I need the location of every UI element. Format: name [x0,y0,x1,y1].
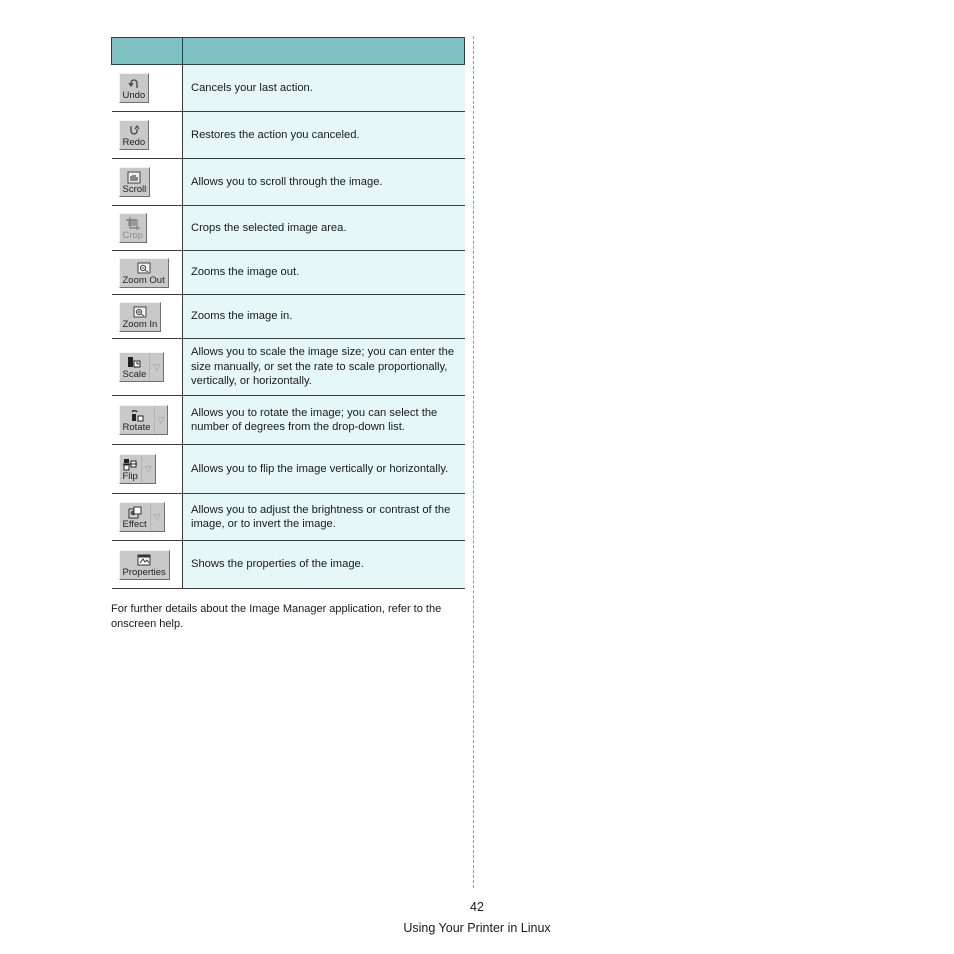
button-cell [112,159,183,206]
description-cell: Allows you to rotate the image; you can select the number of degrees from the drop-down list. [183,396,465,445]
description-cell: Zooms the image out. [183,251,465,295]
description-cell: Cancels your last action. [183,65,465,112]
description-cell: Allows you to scale the image size; you can enter the size manually, or set the rate to scale proportionally, vertically, or horizontally. [183,339,465,396]
description-cell: Zooms the image in. [183,295,465,339]
button-cell [112,445,183,494]
effect-icon [128,506,142,519]
redo-button[interactable] [119,120,150,150]
page-footer-title: Using Your Printer in Linux [403,921,551,935]
table-header-description [183,38,465,65]
flip-icon [123,458,137,471]
table-row [112,251,465,295]
button-cell [112,112,183,159]
button-label: Zoom Out [122,274,165,286]
description-cell: Restores the action you canceled. [183,112,465,159]
button-cell [112,339,183,396]
table-row [112,396,465,445]
description-cell: Shows the properties of the image. [183,541,465,589]
button-cell [112,251,183,295]
flip-button[interactable] [119,454,156,484]
button-label: Redo [122,137,146,148]
undo-button[interactable] [119,73,150,103]
button-face [120,259,168,287]
redo-icon [127,124,141,137]
description-cell: Allows you to scroll through the image. [183,159,465,206]
button-cell [112,295,183,339]
button-face [120,406,154,434]
table-row [112,541,465,589]
toolbar-buttons-table [111,37,465,589]
button-cell [112,65,183,112]
zoom-out-icon [137,262,151,275]
page-number: 42 [470,900,484,914]
button-label: Undo [122,90,146,101]
table-row [112,295,465,339]
button-label: Flip [122,471,138,482]
button-face [120,303,161,331]
scroll-icon [127,171,141,184]
crop-icon [126,217,140,230]
button-face [120,551,169,579]
button-face [120,214,147,242]
dropdown-arrow-icon[interactable]: ▽ [150,503,164,531]
button-label: Rotate [122,422,151,433]
button-label: Zoom In [122,318,158,330]
button-face [120,74,149,102]
description-cell: Allows you to adjust the brightness or contrast of the image, or to invert the image. [183,494,465,541]
button-face [120,455,141,483]
crop-button[interactable] [119,213,148,243]
footnote: For further details about the Image Manager application, refer to the onscreen help. [111,603,442,630]
button-label: Effect [122,519,147,530]
scroll-button[interactable] [119,167,151,197]
button-label: Crop [122,230,144,241]
dropdown-arrow-icon[interactable]: ▽ [154,406,168,434]
zoom-in-icon [133,306,147,319]
table-header-row [112,38,465,65]
dropdown-arrow-icon[interactable]: ▽ [149,353,163,381]
button-cell [112,206,183,251]
table-row [112,65,465,112]
table-row [112,494,465,541]
scale-icon [127,356,141,369]
table-row [112,445,465,494]
table-row [112,159,465,206]
button-cell [112,396,183,445]
table-header-button [112,38,183,65]
button-label: Properties [122,566,166,578]
scale-button[interactable] [119,352,165,382]
button-label: Scroll [122,184,147,195]
button-cell [112,541,183,589]
rotate-button[interactable] [119,405,169,435]
effect-button[interactable] [119,502,165,532]
button-face [120,168,150,196]
button-face [120,353,150,381]
description-cell: Allows you to flip the image vertically or horizontally. [183,445,465,494]
zoom-in-button[interactable] [119,302,162,332]
undo-icon [127,77,141,90]
column-divider [473,36,474,888]
zoom-out-button[interactable] [119,258,169,288]
table-row [112,112,465,159]
properties-icon [137,554,151,567]
button-face [120,121,149,149]
table-row [112,206,465,251]
properties-button[interactable] [119,550,170,580]
button-face [120,503,150,531]
dropdown-arrow-icon[interactable]: ▽ [141,455,155,483]
rotate-icon [130,409,144,422]
button-label: Scale [122,369,147,380]
button-cell [112,494,183,541]
description-cell: Crops the selected image area. [183,206,465,251]
table-row [112,339,465,396]
